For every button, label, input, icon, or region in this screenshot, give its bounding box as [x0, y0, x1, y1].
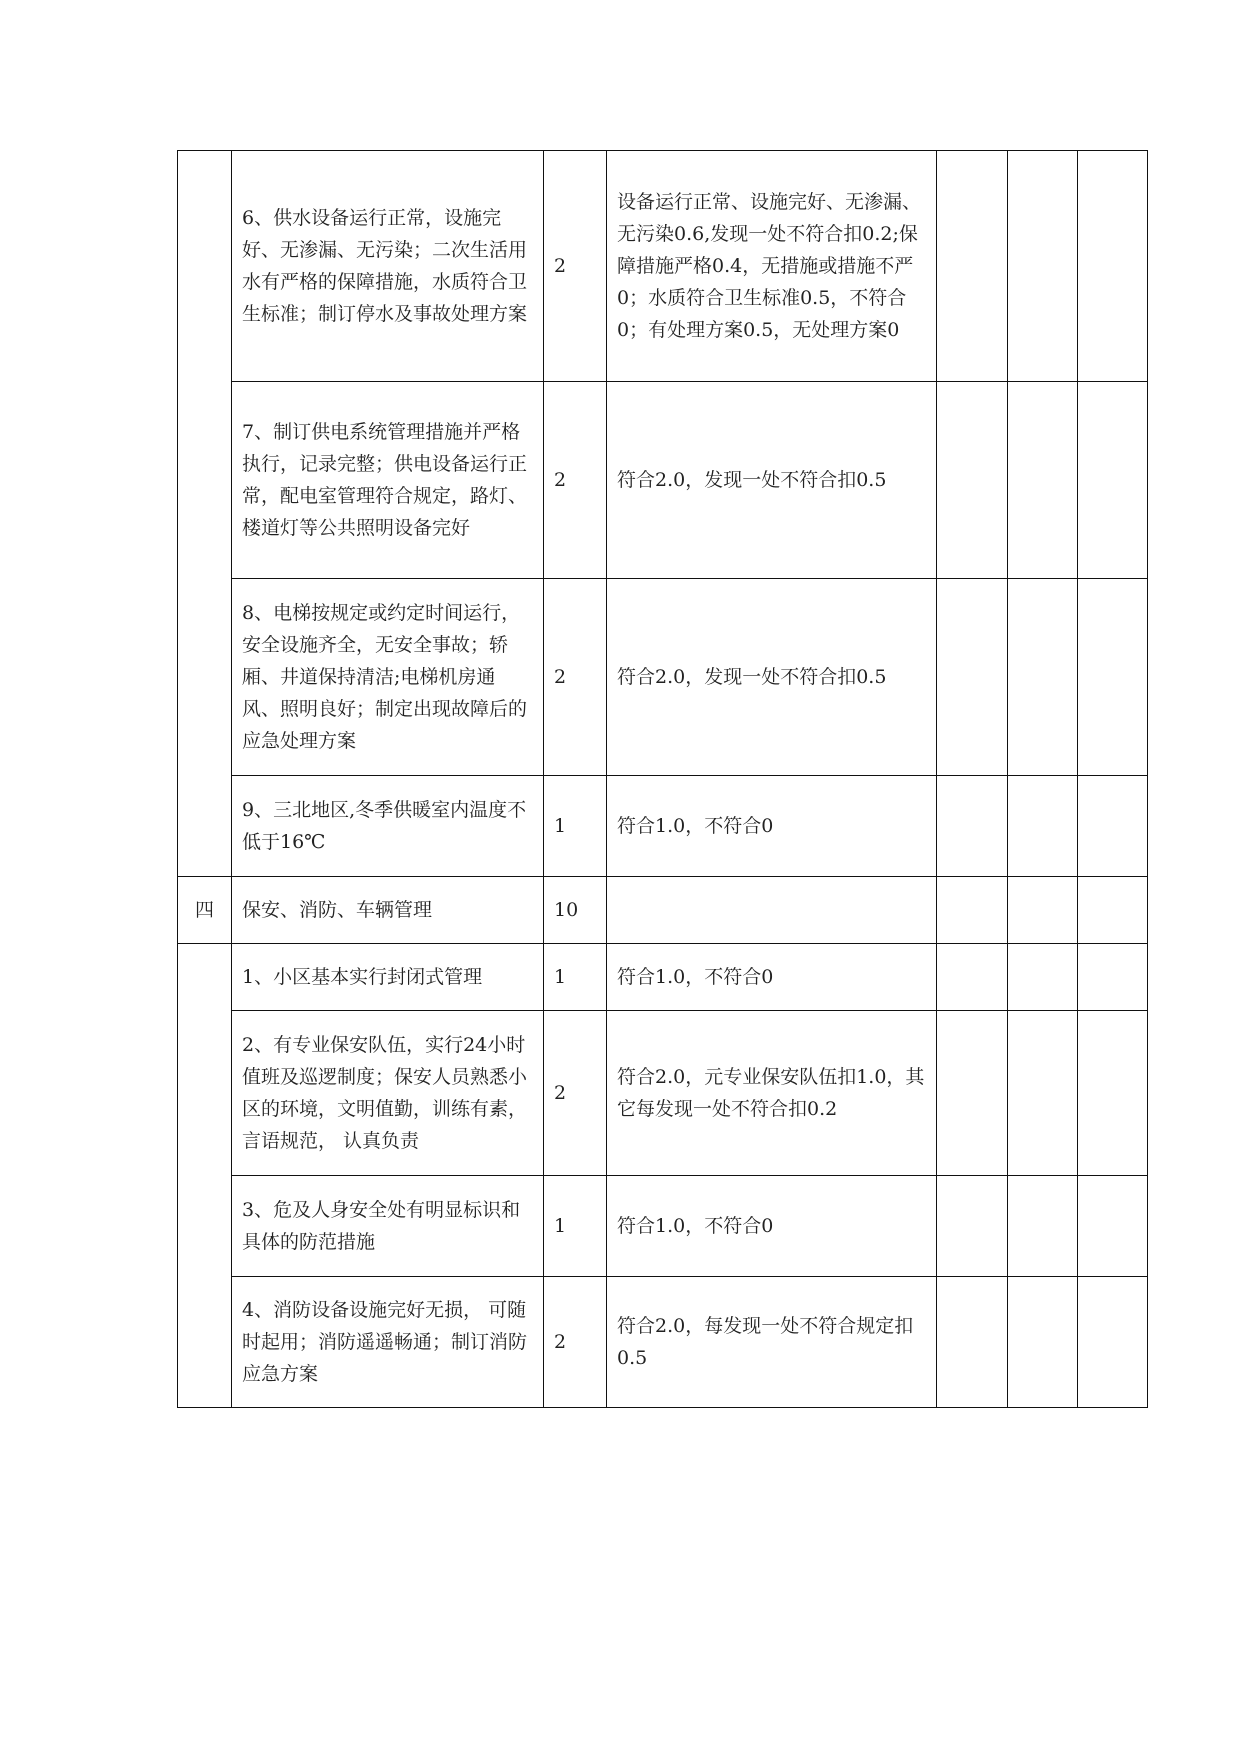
blank-cell — [1078, 1011, 1148, 1176]
blank-cell — [1078, 944, 1148, 1011]
section-cell: 四 — [178, 877, 232, 944]
blank-cell — [1008, 579, 1078, 776]
table-row — [178, 382, 1148, 579]
blank-cell — [1078, 151, 1148, 382]
section-cell — [178, 944, 232, 1408]
blank-cell — [937, 151, 1008, 382]
blank-cell — [1078, 579, 1148, 776]
item-cell: 8、电梯按规定或约定时间运行，安全设施齐全，无安全事故；轿厢、井道保持清洁;电梯机房通风、照明良好；制定出现故障后的应急处理方案 — [232, 579, 544, 776]
criteria-cell: 设备运行正常、设施完好、无渗漏、无污染0.6,发现一处不符合扣0.2;保障措施严格0.4，无措施或措施不严0；水质符合卫生标准0.5，不符合0；有处理方案0.5，无处理方案0 — [607, 151, 937, 382]
blank-cell — [1078, 1277, 1148, 1408]
table-row — [178, 1011, 1148, 1176]
blank-cell — [1008, 151, 1078, 382]
item-cell: 7、制订供电系统管理措施并严格执行，记录完整；供电设备运行正常，配电室管理符合规定，路灯、楼道灯等公共照明设备完好 — [232, 382, 544, 579]
criteria-cell: 符合1.0，不符合0 — [607, 1176, 937, 1277]
table-row — [178, 151, 1148, 382]
score-cell: 2 — [544, 1011, 607, 1176]
blank-cell — [937, 1176, 1008, 1277]
score-cell: 2 — [544, 1277, 607, 1408]
criteria-cell: 符合1.0，不符合0 — [607, 776, 937, 877]
blank-cell — [937, 579, 1008, 776]
score-cell: 1 — [544, 776, 607, 877]
blank-cell — [1078, 382, 1148, 579]
item-cell: 4、消防设备设施完好无损， 可随时起用；消防遥遥畅通；制订消防应急方案 — [232, 1277, 544, 1408]
blank-cell — [937, 1277, 1008, 1408]
blank-cell — [1078, 776, 1148, 877]
score-cell: 10 — [544, 877, 607, 944]
table-row — [178, 944, 1148, 1011]
score-cell: 2 — [544, 579, 607, 776]
blank-cell — [1078, 1176, 1148, 1277]
blank-cell — [1008, 1176, 1078, 1277]
item-cell: 9、三北地区,冬季供暖室内温度不低于16℃ — [232, 776, 544, 877]
blank-cell — [1008, 877, 1078, 944]
blank-cell — [1008, 1277, 1078, 1408]
blank-cell — [937, 877, 1008, 944]
table-row — [178, 877, 1148, 944]
table-row — [178, 1176, 1148, 1277]
blank-cell — [1008, 776, 1078, 877]
item-cell: 1、小区基本实行封闭式管理 — [232, 944, 544, 1011]
blank-cell — [937, 1011, 1008, 1176]
table-row — [178, 776, 1148, 877]
section-cell — [178, 151, 232, 877]
blank-cell — [1078, 877, 1148, 944]
criteria-cell: 符合2.0，元专业保安队伍扣1.0，其它每发现一处不符合扣0.2 — [607, 1011, 937, 1176]
criteria-cell: 符合2.0，每发现一处不符合规定扣0.5 — [607, 1277, 937, 1408]
item-cell: 2、有专业保安队伍，实行24小时值班及巡逻制度；保安人员熟悉小区的环境，文明值勤，训练有素，言语规范， 认真负责 — [232, 1011, 544, 1176]
criteria-cell: 符合1.0，不符合0 — [607, 944, 937, 1011]
item-cell: 6、供水设备运行正常，设施完好、无渗漏、无污染；二次生活用水有严格的保障措施，水质符合卫生标准；制订停水及事故处理方案 — [232, 151, 544, 382]
table-row — [178, 1277, 1148, 1408]
score-cell: 2 — [544, 382, 607, 579]
item-cell: 保安、消防、车辆管理 — [232, 877, 544, 944]
blank-cell — [1008, 1011, 1078, 1176]
blank-cell — [1008, 382, 1078, 579]
blank-cell — [1008, 944, 1078, 1011]
score-cell: 1 — [544, 1176, 607, 1277]
criteria-cell: 符合2.0，发现一处不符合扣0.5 — [607, 382, 937, 579]
blank-cell — [937, 944, 1008, 1011]
criteria-cell: 符合2.0，发现一处不符合扣0.5 — [607, 579, 937, 776]
blank-cell — [937, 776, 1008, 877]
table-row — [178, 579, 1148, 776]
blank-cell — [937, 382, 1008, 579]
score-cell: 2 — [544, 151, 607, 382]
evaluation-table — [177, 150, 1148, 1408]
item-cell: 3、危及人身安全处有明显标识和具体的防范措施 — [232, 1176, 544, 1277]
criteria-cell — [607, 877, 937, 944]
score-cell: 1 — [544, 944, 607, 1011]
